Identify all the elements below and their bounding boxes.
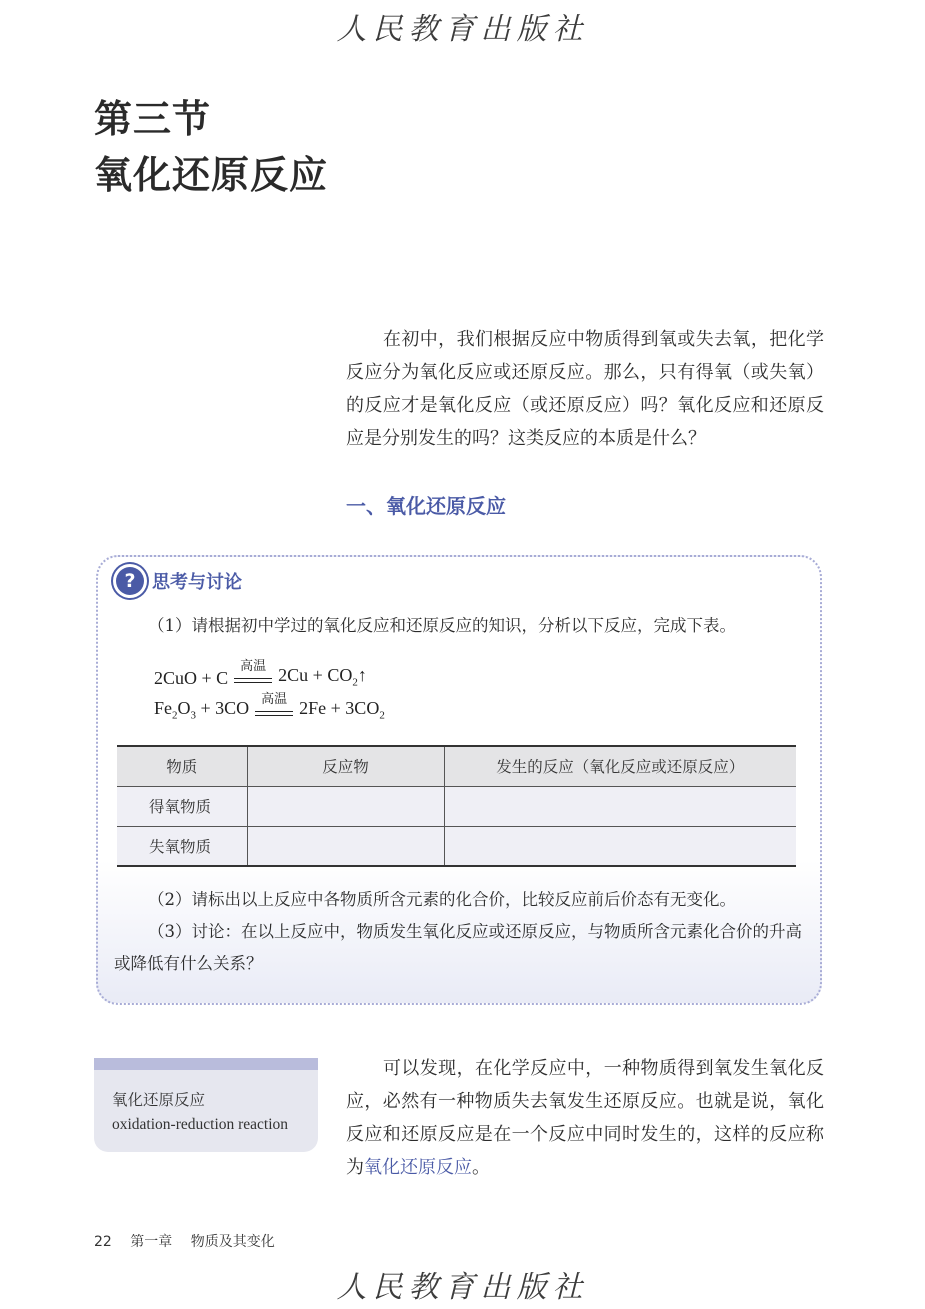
intro-paragraph: 在初中，我们根据反应中物质得到氧或失去氧，把化学反应分为氧化反应或还原反应。那么，只有得氧（或失氧）的反应才是氧化反应（或还原反应）吗？氧化反应和还原反应是分别发生的吗？这类反应的本质是什么？ bbox=[346, 329, 824, 449]
section-number: 第三节 bbox=[94, 96, 212, 141]
table-cell bbox=[247, 786, 444, 826]
glossary-term-en: oxidation-reduction reaction bbox=[112, 1116, 289, 1133]
table-cell bbox=[247, 826, 444, 866]
conclusion-paragraph: 可以发现，在化学反应中，一种物质得到氧发生氧化反应，必然有一种物质失去氧发生还原反应。也就是说，氧化反应和还原反应是在一个反应中同时发生的，这样的反应称为氧化还原反应。 bbox=[346, 1058, 824, 1178]
eq2-condition: 高温 bbox=[261, 691, 288, 707]
chapter-title: 物质及其变化 bbox=[190, 1234, 275, 1250]
question-2: （2）请标出以上反应中各物质所含元素的化合价，比较反应前后价态有无变化。 bbox=[148, 890, 736, 909]
question-icon: ? bbox=[116, 567, 144, 595]
page-footer bbox=[94, 1231, 289, 1251]
discussion-header bbox=[116, 567, 242, 595]
table-cell bbox=[444, 826, 796, 866]
subheading: 一、氧化还原反应 bbox=[346, 494, 506, 518]
table-header-reaction: 发生的反应（氧化反应或还原反应） bbox=[444, 746, 796, 786]
table-row-label: 得氧物质 bbox=[117, 786, 247, 826]
section-title: 氧化还原反应 bbox=[94, 152, 329, 197]
discussion-box bbox=[96, 555, 822, 1005]
discussion-label: 思考与讨论 bbox=[152, 572, 242, 593]
question-1: （1）请根据初中学过的氧化反应和还原反应的知识，分析以下反应，完成下表。 bbox=[148, 616, 736, 635]
table-row-label: 失氧物质 bbox=[117, 826, 247, 866]
eq2-right: $2Fe + 3CO_2$ bbox=[299, 698, 385, 722]
glossary-sidenote bbox=[94, 1058, 318, 1152]
eq1-left: 2CuO + C bbox=[154, 667, 229, 688]
publisher-logo-bottom: 人民教育出版社 bbox=[336, 1270, 589, 1305]
key-term: 氧化还原反应 bbox=[364, 1157, 472, 1178]
publisher-logo-top: 人民教育出版社 bbox=[336, 12, 589, 47]
eq1-condition: 高温 bbox=[240, 658, 267, 674]
eq2-condition-arrow bbox=[255, 691, 293, 722]
eq1-right: $2Cu + CO_2↑$ bbox=[278, 665, 367, 689]
table-cell bbox=[444, 786, 796, 826]
glossary-term-cn: 氧化还原反应 bbox=[112, 1091, 206, 1109]
reaction-table bbox=[117, 745, 796, 867]
equation-2 bbox=[154, 691, 385, 722]
page-number: 22 bbox=[94, 1234, 112, 1250]
chapter-number: 第一章 bbox=[130, 1234, 173, 1250]
table-header-reactant: 反应物 bbox=[247, 746, 444, 786]
question-3: （3）讨论：在以上反应中，物质发生氧化反应或还原反应，与物质所含元素化合价的升高或降低有什么关系？ bbox=[114, 922, 802, 973]
table-row bbox=[117, 786, 796, 826]
eq2-left: $Fe_2O_3 + 3CO$ bbox=[154, 698, 250, 722]
table-header-substance: 物质 bbox=[117, 746, 247, 786]
eq1-condition-arrow bbox=[234, 658, 272, 689]
table-row bbox=[117, 826, 796, 866]
equation-1 bbox=[154, 658, 367, 689]
